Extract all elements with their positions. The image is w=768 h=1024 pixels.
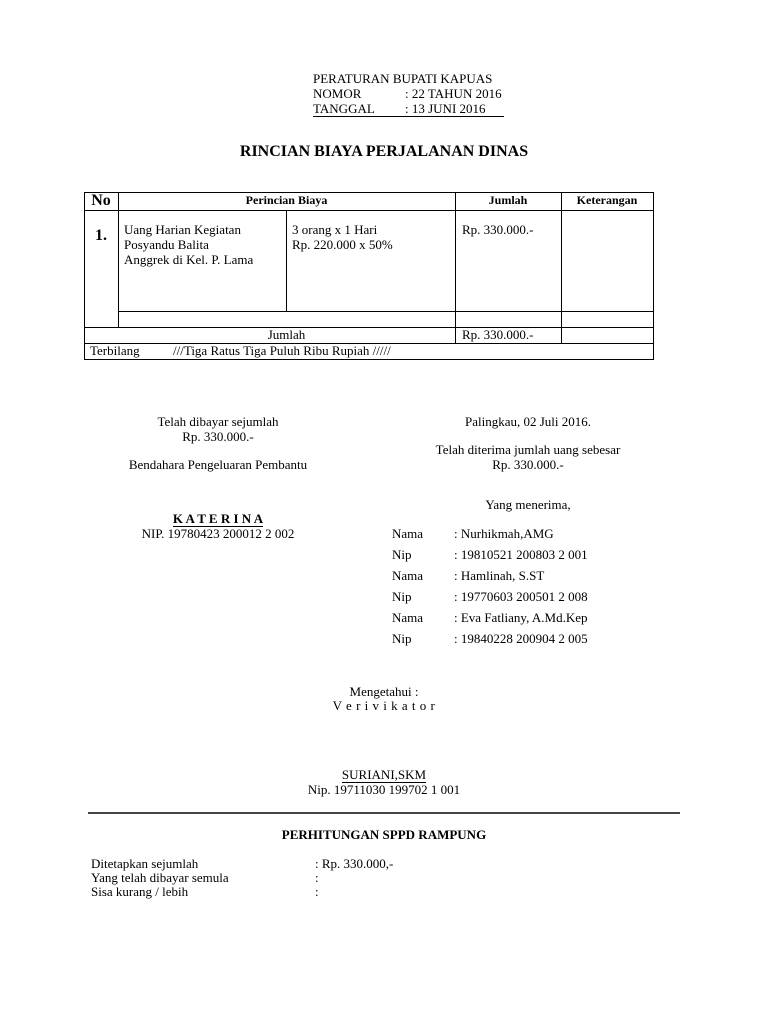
received-label: Telah diterima jumlah uang sebesar	[435, 442, 621, 457]
receiver-row	[392, 631, 588, 646]
section-divider	[88, 812, 680, 814]
col-header-no: No	[91, 192, 111, 209]
row-amount: Rp. 330.000.-	[462, 222, 534, 237]
treasurer-name	[80, 511, 356, 526]
receiver-label: Yang menerima,	[485, 497, 571, 512]
receiver-row	[392, 526, 554, 541]
receiver-field-value: : 19810521 200803 2 001	[454, 547, 588, 562]
sppd-row-label: Yang telah dibayar semula	[91, 870, 229, 885]
col-header-keterangan: Keterangan	[576, 193, 638, 207]
verifier-nip: Nip. 19711030 199702 1 001	[307, 782, 461, 797]
verifier-name	[240, 767, 528, 782]
receiver-field-value: : Nurhikmah,AMG	[454, 526, 554, 541]
row-calc-line2: Rp. 220.000 x 50%	[292, 237, 393, 252]
receiver-field-value: : Eva Fatliany, A.Md.Kep	[454, 610, 588, 625]
paid-label: Telah dibayar sejumlah	[157, 414, 279, 429]
verifier-title: V e r i v i k a t o r	[332, 698, 436, 713]
receiver-row	[392, 568, 544, 583]
receiver-field-label: Nama	[392, 568, 424, 583]
receiver-field-value: : 19770603 200501 2 008	[454, 589, 588, 604]
received-amount: Rp. 330.000.-	[492, 457, 564, 472]
receiver-row	[392, 610, 587, 625]
row-calc-line1: 3 orang x 1 Hari	[292, 222, 378, 237]
verifier-name-text: SURIANI,SKM	[341, 767, 427, 782]
row-desc-line1: Uang Harian Kegiatan	[124, 222, 241, 237]
row-number: 1.	[95, 227, 107, 244]
total-amount: Rp. 330.000.-	[462, 327, 534, 342]
regulation-date-label: TANGGAL	[313, 101, 375, 116]
place-date: Palingkau, 02 Juli 2016.	[464, 414, 592, 429]
receiver-field-label: Nip	[392, 547, 412, 562]
paid-amount: Rp. 330.000.-	[182, 429, 254, 444]
sppd-row-label: Sisa kurang / lebih	[91, 884, 189, 899]
treasurer-nip: NIP. 19780423 200012 2 002	[141, 526, 295, 541]
receiver-row	[392, 547, 588, 562]
treasurer-name-text: K A T E R I N A	[172, 511, 264, 526]
treasurer-role: Bendahara Pengeluaran Pembantu	[128, 457, 308, 472]
row-desc-line2: Posyandu Balita	[124, 237, 209, 252]
receiver-field-label: Nip	[392, 631, 412, 646]
header-underline	[313, 116, 504, 117]
total-label: Jumlah	[267, 327, 306, 342]
terbilang-label: Terbilang	[90, 343, 140, 358]
regulation-title: PERATURAN BUPATI KAPUAS	[313, 71, 493, 86]
regulation-number-label: NOMOR	[313, 86, 362, 101]
sppd-row-value: :	[315, 884, 319, 899]
regulation-date-value: : 13 JUNI 2016	[405, 101, 486, 116]
sppd-title: PERHITUNGAN SPPD RAMPUNG	[281, 827, 487, 842]
terbilang-value: ///Tiga Ratus Tiga Puluh Ribu Rupiah /////	[173, 343, 391, 358]
sppd-row-value: : Rp. 330.000,-	[315, 856, 394, 871]
receiver-field-value: : 19840228 200904 2 005	[454, 631, 588, 646]
verifier-label: Mengetahui :	[349, 684, 419, 699]
sppd-row-label: Ditetapkan sejumlah	[91, 856, 199, 871]
col-header-jumlah: Jumlah	[488, 193, 528, 207]
receiver-field-label: Nip	[392, 589, 412, 604]
sppd-row-value: :	[315, 870, 319, 885]
page-title: RINCIAN BIAYA PERJALANAN DINAS	[239, 143, 529, 160]
receiver-field-label: Nama	[392, 610, 424, 625]
col-header-perincian: Perincian Biaya	[245, 193, 328, 207]
regulation-number-value: : 22 TAHUN 2016	[405, 86, 502, 101]
row-desc-line3: Anggrek di Kel. P. Lama	[124, 252, 254, 267]
receiver-field-label: Nama	[392, 526, 424, 541]
receiver-field-value: : Hamlinah, S.ST	[454, 568, 545, 583]
receiver-row	[392, 589, 588, 604]
